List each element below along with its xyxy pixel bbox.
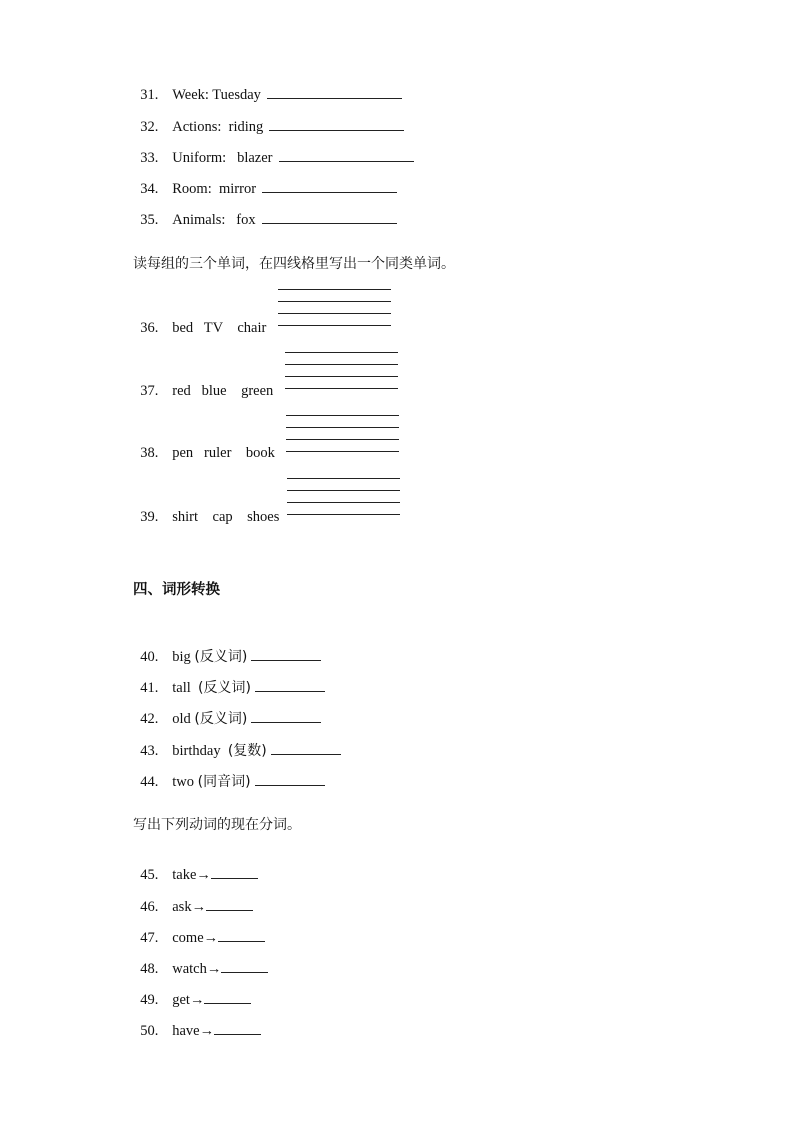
question-number: 36.	[140, 320, 159, 336]
question-number: 37.	[140, 383, 159, 399]
verb-text: come→	[172, 930, 219, 946]
answer-blank[interactable]	[214, 1021, 261, 1035]
four-line-grid[interactable]	[287, 478, 400, 515]
question-number: 35.	[140, 212, 159, 228]
answer-blank[interactable]	[251, 647, 321, 661]
question-number: 46.	[140, 899, 159, 915]
question-number: 31.	[140, 87, 159, 103]
question-hint: (同音词)	[197, 774, 251, 790]
answer-blank[interactable]	[262, 179, 397, 193]
question-50	[133, 1003, 261, 1040]
four-line-grid[interactable]	[286, 415, 399, 452]
question-number: 39.	[140, 509, 159, 525]
four-line-grid[interactable]	[285, 352, 398, 389]
question-word: two	[172, 774, 194, 790]
question-number: 50.	[140, 1023, 159, 1039]
question-number: 33.	[140, 150, 159, 166]
question-word: old	[172, 711, 191, 727]
word-group: pen ruler book	[172, 445, 275, 461]
answer-blank[interactable]	[251, 709, 321, 723]
question-word: birthday	[172, 743, 221, 759]
participle-instruction: 写出下列动词的现在分词。	[133, 817, 301, 833]
fourline-instruction: 读每组的三个单词，在四线格里写出一个同类单词。	[133, 256, 455, 272]
answer-blank[interactable]	[255, 772, 325, 786]
answer-blank[interactable]	[279, 148, 414, 162]
question-text: Actions: riding	[172, 119, 264, 135]
question-text: Animals: fox	[172, 212, 256, 228]
question-number: 32.	[140, 119, 159, 135]
question-number: 45.	[140, 867, 159, 883]
question-number: 49.	[140, 992, 159, 1008]
answer-blank[interactable]	[221, 959, 268, 973]
question-hint: (反义词)	[194, 711, 248, 727]
question-44	[133, 754, 325, 791]
answer-blank[interactable]	[255, 678, 325, 692]
answer-blank[interactable]	[218, 928, 265, 942]
word-group: bed TV chair	[172, 320, 267, 336]
verb-text: get→	[172, 992, 205, 1008]
word-group: shirt cap shoes	[172, 509, 280, 525]
question-hint: (反义词)	[198, 680, 251, 696]
verb-text: watch→	[172, 961, 222, 977]
question-39	[133, 490, 279, 526]
question-number: 48.	[140, 961, 159, 977]
question-38	[133, 426, 275, 462]
question-number: 44.	[140, 774, 159, 790]
answer-blank[interactable]	[262, 210, 397, 224]
question-number: 47.	[140, 930, 159, 946]
question-37	[133, 364, 273, 400]
question-hint: (反义词)	[194, 649, 248, 665]
answer-blank[interactable]	[206, 897, 253, 911]
answer-blank[interactable]	[211, 865, 258, 879]
question-text: Uniform: blazer	[172, 150, 273, 166]
question-number: 38.	[140, 445, 159, 461]
verb-text: take→	[172, 867, 211, 883]
question-text: Week: Tuesday	[172, 87, 261, 103]
question-number: 41.	[140, 680, 159, 696]
answer-blank[interactable]	[269, 117, 404, 131]
section-title: 四、词形转换	[133, 582, 220, 598]
question-word: tall	[172, 680, 191, 696]
verb-text: have→	[172, 1023, 215, 1039]
answer-blank[interactable]	[271, 741, 341, 755]
question-word: big	[172, 649, 191, 665]
question-number: 34.	[140, 181, 159, 197]
question-text: Room: mirror	[172, 181, 257, 197]
question-number: 40.	[140, 649, 159, 665]
question-number: 43.	[140, 743, 159, 759]
answer-blank[interactable]	[204, 990, 251, 1004]
word-group: red blue green	[172, 383, 274, 399]
answer-blank[interactable]	[267, 85, 402, 99]
question-35	[133, 192, 397, 229]
question-36	[133, 301, 266, 337]
four-line-grid[interactable]	[278, 289, 391, 326]
verb-text: ask→	[172, 899, 207, 915]
question-hint: (复数)	[227, 743, 267, 759]
question-number: 42.	[140, 711, 159, 727]
